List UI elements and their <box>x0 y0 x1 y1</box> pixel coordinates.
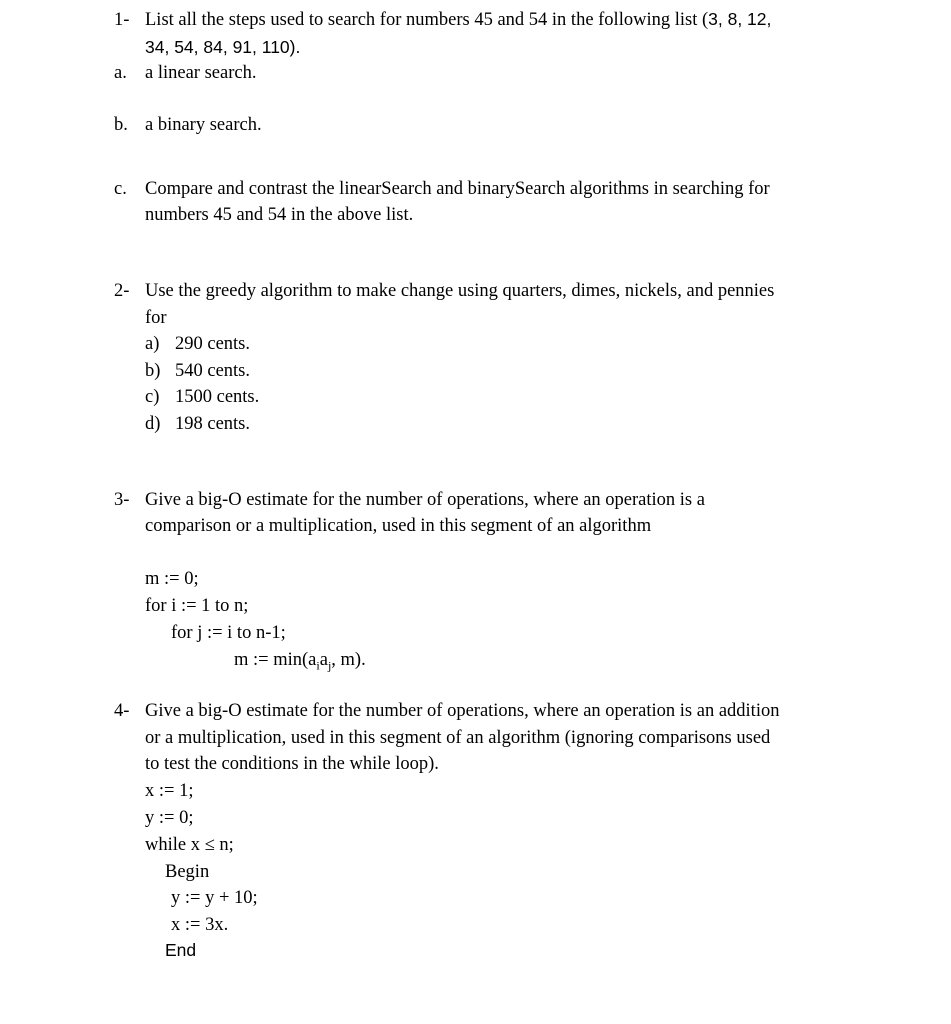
q1-c-line-1: Compare and contrast the linearSearch and binarySearch algorithms in searching for <box>145 179 770 199</box>
q3-line-1: Give a big-O estimate for the number of operations, where an operation is a <box>145 490 705 510</box>
q2-b-marker: b) <box>145 361 161 381</box>
q3-code-4-sub-j: j <box>327 658 332 673</box>
q1-line-1 <box>145 9 771 31</box>
q4-code-4: Begin <box>165 862 210 882</box>
q4-code-7: End <box>165 940 197 960</box>
q3-code-4-pre: m := min(a <box>234 650 317 670</box>
q2-line-1: Use the greedy algorithm to make change using quarters, dimes, nickels, and pennies <box>145 281 775 301</box>
q1-c-marker: c. <box>114 179 127 199</box>
q3-code-4 <box>234 649 366 673</box>
q1-a-text: a linear search. <box>145 63 257 83</box>
q3-code-4-mid: a <box>319 650 328 670</box>
q3-number: 3- <box>114 490 130 510</box>
q3-code-2: for i := 1 to n; <box>145 596 249 616</box>
q1-a-marker: a. <box>114 63 127 83</box>
q1-line-2: 34, 54, 84, 91, 110). <box>145 37 301 57</box>
q2-a-text: 290 cents. <box>175 334 251 354</box>
q2-number: 2- <box>114 281 130 301</box>
q2-d-marker: d) <box>145 414 161 434</box>
q4-code-5: y := y + 10; <box>171 888 258 908</box>
q2-line-2: for <box>145 308 167 328</box>
q3-code-3: for j := i to n-1; <box>171 623 286 643</box>
q4-line-3: to test the conditions in the while loop). <box>145 754 439 774</box>
q3-code-4-post: , m). <box>331 650 366 670</box>
q4-code-1: x := 1; <box>145 781 194 801</box>
q2-c-text: 1500 cents. <box>175 387 260 407</box>
q1-c-line-2: numbers 45 and 54 in the above list. <box>145 205 414 225</box>
q2-a-marker: a) <box>145 334 160 354</box>
q4-code-2: y := 0; <box>145 808 194 828</box>
q2-c-marker: c) <box>145 387 160 407</box>
q2-d-text: 198 cents. <box>175 414 251 434</box>
q4-number: 4- <box>114 701 130 721</box>
q3-code-4-sub-i: i <box>316 658 320 673</box>
q4-line-2: or a multiplication, used in this segment of an algorithm (ignoring comparisons used <box>145 728 771 748</box>
q1-b-text: a binary search. <box>145 115 262 135</box>
q4-code-6: x := 3x. <box>171 915 229 935</box>
q2-b-text: 540 cents. <box>175 361 251 381</box>
q1-b-marker: b. <box>114 115 128 135</box>
q4-code-3: while x ≤ n; <box>145 835 234 855</box>
q4-line-1: Give a big-O estimate for the number of operations, where an operation is an addition <box>145 701 780 721</box>
q3-line-2: comparison or a multiplication, used in this segment of an algorithm <box>145 516 652 536</box>
q1-list-start: 3, 8, 12, <box>708 9 772 29</box>
q1-number: 1- <box>114 10 130 30</box>
q1-line-1-text: List all the steps used to search for numbers 45 and 54 in the following list ( <box>145 10 709 30</box>
q3-code-1: m := 0; <box>145 569 199 589</box>
